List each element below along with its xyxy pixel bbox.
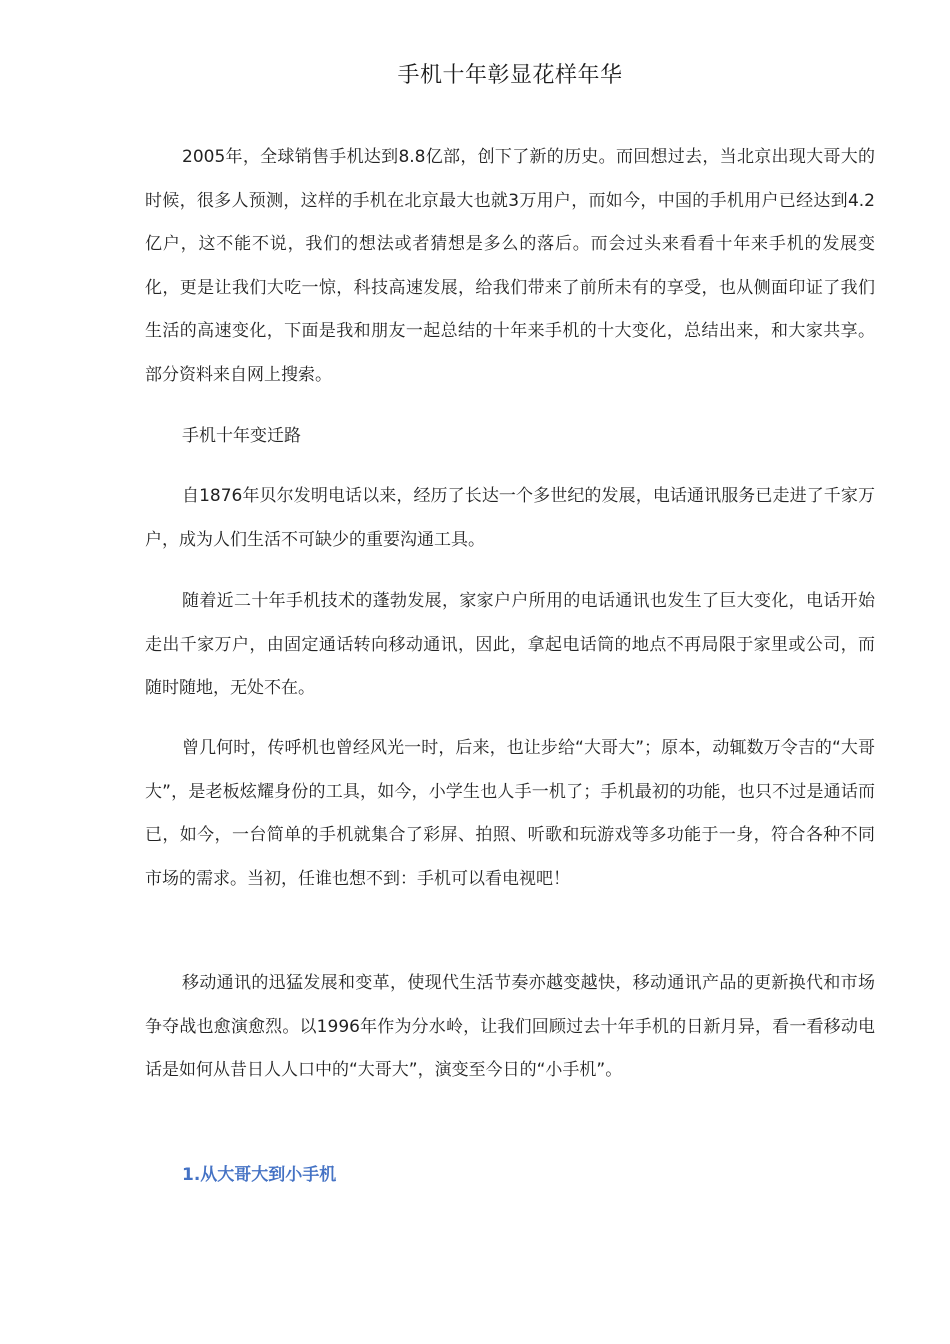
paragraph-mobile-evolution: 移动通讯的迅猛发展和变革，使现代生活节奏亦越变越快，移动通讯产品的更新换代和市场争夺战也愈演愈烈。以1996年作为分水岭，让我们回顾过去十年手机的日新月异，看一看移动电话是如何从昔日人人口中的“大哥大”，演变至今日的“小手机”。 bbox=[145, 973, 875, 1080]
paragraph-subtitle: 手机十年变迁路 bbox=[182, 426, 301, 446]
document-title: 手机十年彰显花样年华 bbox=[397, 63, 623, 88]
paragraph-bell-telephone: 自1876年贝尔发明电话以来，经历了长达一个多世纪的发展，电话通讯服务已走进了千家万户，成为人们生活不可缺少的重要沟通工具。 bbox=[145, 486, 875, 550]
paragraph-pager-history: 曾几何时，传呼机也曾经风光一时，后来，也让步给“大哥大”；原本，动辄数万令吉的“大哥大”，是老板炫耀身份的工具，如今，小学生也人手一机了；手机最初的功能，也只不过是通话而已，如今，一台简单的手机就集合了彩屏、拍照、听歌和玩游戏等多功能于一身，符合各种不同市场的需求。当初，任谁也想不到：手机可以看电视吧！ bbox=[145, 738, 875, 889]
paragraph-mobile-development: 随着近二十年手机技术的蓬勃发展，家家户户所用的电话通讯也发生了巨大变化，电话开始走出千家万户，由固定通话转向移动通讯，因此，拿起电话筒的地点不再局限于家里或公司，而随时随地，无处不在。 bbox=[145, 591, 875, 698]
section-heading: 1.从大哥大到小手机 bbox=[182, 1165, 337, 1185]
paragraph-intro: 2005年，全球销售手机达到8.8亿部，创下了新的历史。而回想过去，当北京出现大哥大的时候，很多人预测，这样的手机在北京最大也就3万用户，而如今，中国的手机用户已经达到4.2亿户，这不能不说，我们的想法或者猜想是多么的落后。而会过头来看看十年来手机的发展变化，更是让我们大吃一惊，科技高速发展，给我们带来了前所未有的享受，也从侧面印证了我们生活的高速变化，下面是我和朋友一起总结的十年来手机的十大变化，总结出来，和大家共享。部分资料来自网上搜索。 bbox=[145, 147, 875, 385]
